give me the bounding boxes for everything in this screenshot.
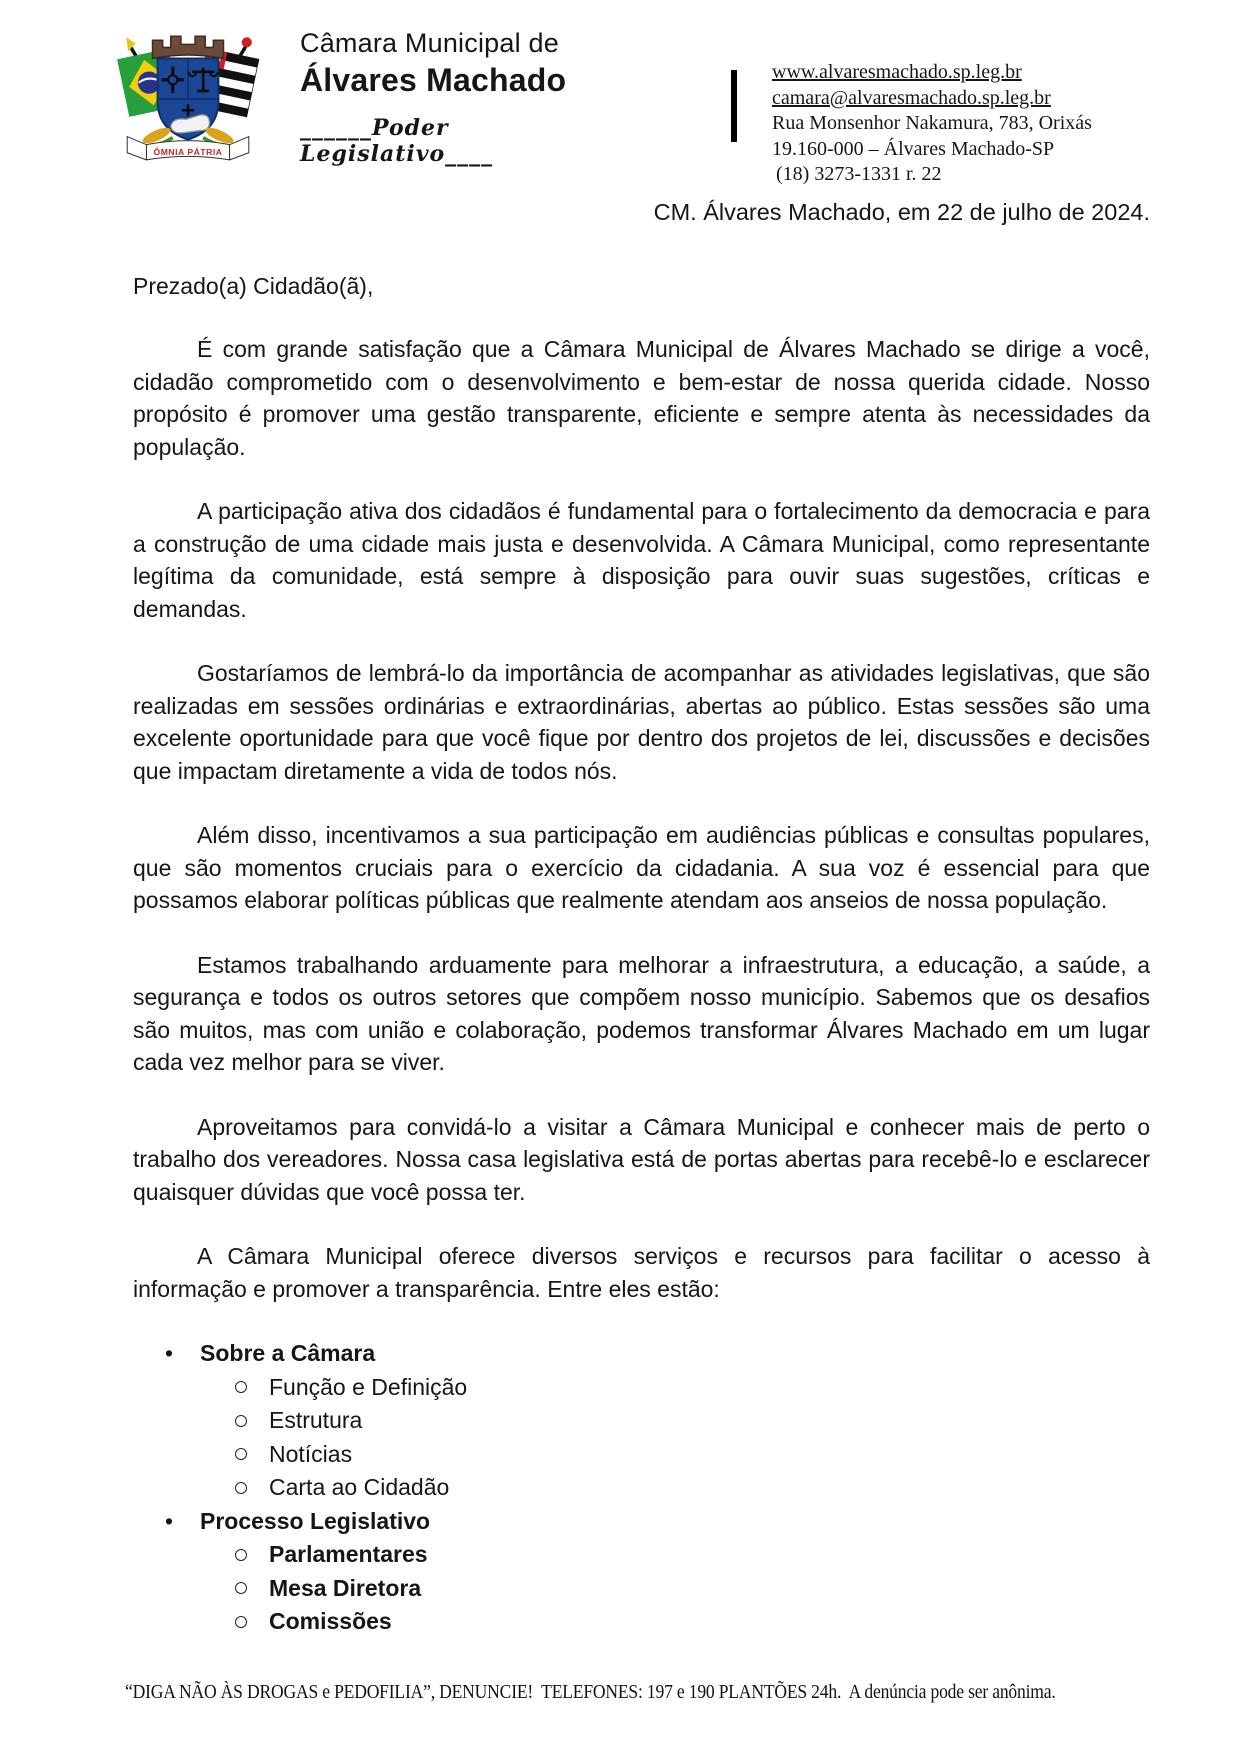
dateline: CM. Álvares Machado, em 22 de julho de 2024. xyxy=(653,199,1150,225)
paragraph-6: Aproveitamos para convidá-lo a visitar a Câmara Municipal e conhecer mais de perto o trabalho dos vereadores. Nossa casa legislativa está de portas abertas para recebê-lo e esclarecer quaisquer dúvidas que você possa ter. xyxy=(133,1113,1150,1205)
org-title-block xyxy=(300,28,630,167)
circle-bullet-icon xyxy=(235,1381,247,1393)
coat-of-arms-icon xyxy=(112,24,264,164)
shield-icon xyxy=(158,59,219,140)
list-item-parlamentares: Parlamentares xyxy=(133,1538,1150,1572)
list-item-processo-legislativo: • Processo Legislativo xyxy=(133,1505,1150,1539)
org-name-line2: Álvares Machado xyxy=(300,62,567,98)
org-name-line1: Câmara Municipal de xyxy=(300,28,559,58)
circle-bullet-icon xyxy=(235,1549,247,1561)
paragraph-1: É com grande satisfação que a Câmara Municipal de Álvares Machado se dirige a você, cidadão comprometido com o desenvolvimento e bem-estar de nossa querida cidade. Nosso propósito é promover uma gestão transparente, eficiente e sempre atenta às necessidades da população. xyxy=(133,336,1150,460)
address-line1: Rua Monsenhor Nakamura, 783, Orixás xyxy=(772,112,1092,134)
org-branch-script: ______Poder Legislativo____ xyxy=(300,115,494,167)
circle-bullet-icon xyxy=(235,1415,247,1427)
circle-bullet-icon xyxy=(235,1482,247,1494)
phone-number: (18) 3273-1331 r. 22 xyxy=(776,163,942,185)
circle-bullet-icon xyxy=(235,1448,247,1460)
list-item-sobre-a-camara: • Sobre a Câmara xyxy=(133,1337,1150,1371)
list-item-noticias: Notícias xyxy=(133,1438,1150,1472)
paragraph-2: A participação ativa dos cidadãos é fundamental para o fortalecimento da democracia e para a construção de uma cidade mais justa e desenvolvida. A Câmara Municipal, como representante legítima da comunidade, está sempre à disposição para ouvir suas sugestões, críticas e demandas. xyxy=(133,498,1150,622)
list-item-mesa-diretora: Mesa Diretora xyxy=(133,1572,1150,1606)
paragraph-4: Além disso, incentivamos a sua participação em audiências públicas e consultas populares, que são momentos cruciais para o exercício da cidadania. A sua voz é essencial para que possamos elaborar políticas públicas que realmente atendam aos anseios de nossa população. xyxy=(133,822,1150,913)
circle-bullet-icon xyxy=(235,1616,247,1628)
list-item-comissoes: Comissões xyxy=(133,1605,1150,1639)
municipal-coat-of-arms xyxy=(112,24,264,164)
email-link[interactable]: camara@alvaresmachado.sp.leg.br xyxy=(772,86,1051,109)
bullet-icon: • xyxy=(165,1507,174,1534)
list-item-carta-ao-cidadao: Carta ao Cidadão xyxy=(133,1471,1150,1505)
motto-text: ÔMNIA PÁTRIA xyxy=(153,146,223,157)
paragraph-3: Gostaríamos de lembrá-lo da importância de acompanhar as atividades legislativas, que são realizadas em sessões ordinárias e extraordinárias, abertas ao público. Estas sessões são uma excelente oportunidade para que você fique por dentro dos projetos de lei, discussões e decisões que impactam diretamente a vida de todos nós. xyxy=(133,660,1150,784)
circle-bullet-icon xyxy=(235,1582,247,1594)
address-line2: 19.160-000 – Álvares Machado-SP xyxy=(772,137,1055,160)
bullet-icon: • xyxy=(165,1340,174,1366)
paragraph-5: Estamos trabalhando arduamente para melhorar a infraestrutura, a educação, a saúde, a segurança e todos os outros setores que compõem nosso município. Sabemos que os desafios são muitos, mas com união e colaboração, podemos transformar Álvares Machado em um lugar cada vez melhor para se viver. xyxy=(133,951,1150,1075)
list-item-funcao-e-definicao: Função e Definição xyxy=(133,1371,1150,1405)
salutation: Prezado(a) Cidadão(ã), xyxy=(133,272,374,299)
paragraph-7: A Câmara Municipal oferece diversos serviços e recursos para facilitar o acesso à informação e promover a transparência. Entre eles estão: xyxy=(133,1243,1150,1302)
list-item-estrutura: Estrutura xyxy=(133,1404,1150,1438)
contact-block xyxy=(772,60,1092,188)
letter-body xyxy=(133,196,1150,1639)
mural-crown-icon xyxy=(153,36,224,58)
services-list xyxy=(133,1337,1150,1639)
header-divider-bar xyxy=(731,70,737,142)
website-link[interactable]: www.alvaresmachado.sp.leg.br xyxy=(772,61,1022,83)
footer-warning-text: “DIGA NÃO ÀS DROGAS e PEDOFILIA”, DENUNCIE! TELEFONES: 197 e 190 PLANTÕES 24h. A denúncia pode ser anônima. xyxy=(125,1682,1056,1703)
footer-warning xyxy=(125,1682,1235,1704)
